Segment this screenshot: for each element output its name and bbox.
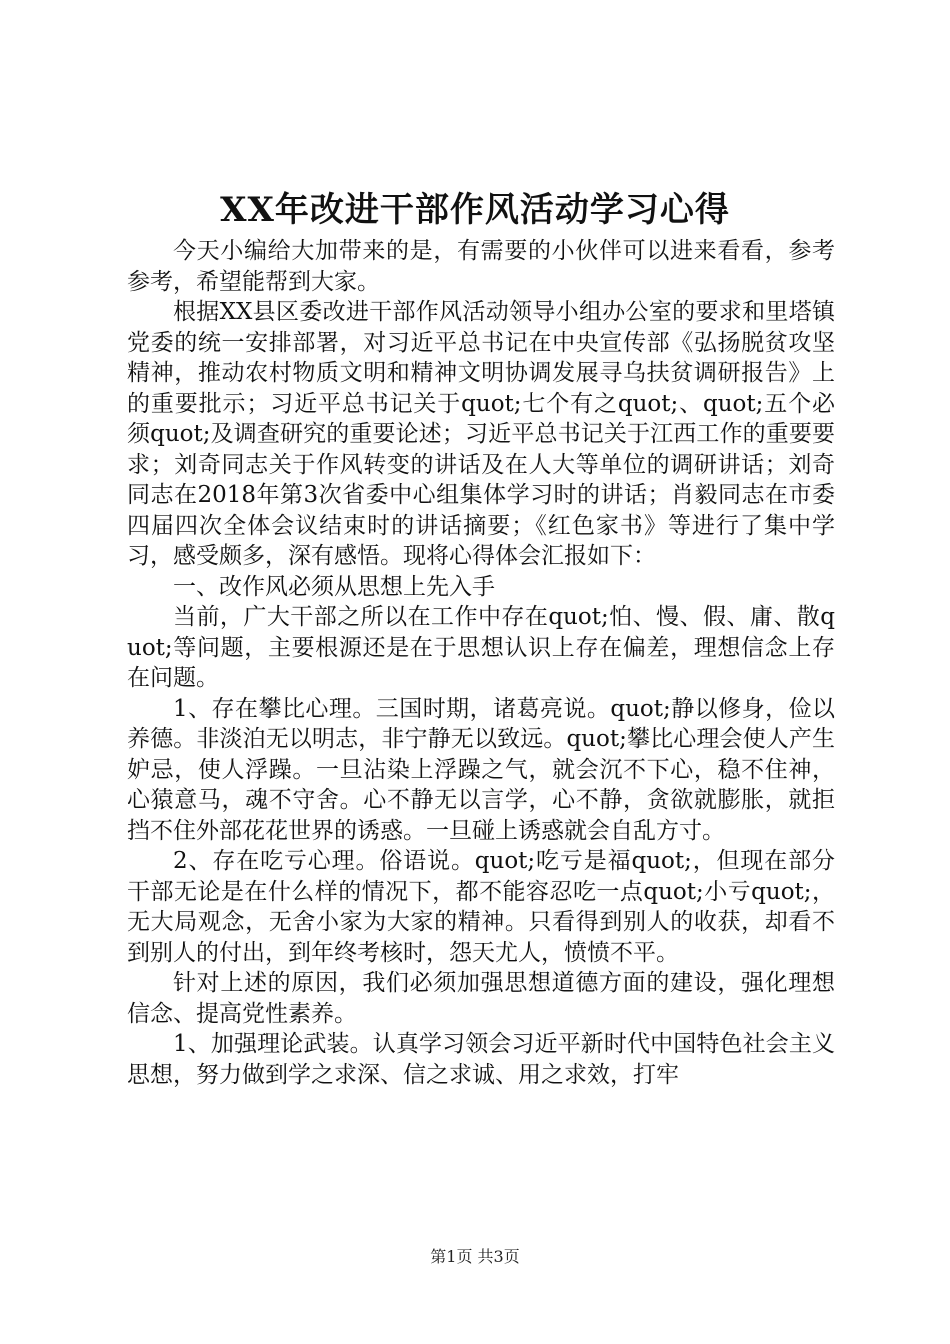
paragraph-item-2: 2、存在吃亏心理。俗语说。quot;吃亏是福quot;，但现在部分干部无论是在什么样的情况下，都不能容忍吃一点quot;小亏quot;，无大局观念，无舍小家为大家的精神。只看得到别人的收获，却看不到别人的付出，到年终考核时，怨天尤人，愤愤不平。 [127,848,836,966]
paragraph-item-1: 1、存在攀比心理。三国时期，诸葛亮说。quot;静以修身，俭以养德。非淡泊无以明志，非宁静无以致远。quot;攀比心理会使人产生妒忌，使人浮躁。一旦沾染上浮躁之气，就会沉不下心，稳不住神，心猿意马，魂不守舍。心不静无以言学，心不静，贪欲就膨胀，就拒挡不住外部花花世界的诱惑。一旦碰上诱惑就会自乱方寸。 [127,695,835,844]
paragraph-response: 针对上述的原因，我们必须加强思想道德方面的建设，强化理想信念、提高党性素养。 [127,970,835,1027]
section-heading-1: 一、改作风必须从思想上先入手 [173,573,495,600]
document-body [127,236,835,1090]
paragraph-background: 根据XX县区委改进干部作风活动领导小组办公室的要求和里塔镇党委的统一安排部署，对习近平总书记在中央宣传部《弘扬脱贫攻坚精神，推动农村物质文明和精神文明协调发展寻乌扶贫调研报告》上的重要批示；习近平总书记关于quot;七个有之quot;、quot;五个必须quot;及调查研究的重要论述；习近平总书记关于江西工作的重要要求；刘奇同志关于作风转变的讲话及在人大等单位的调研讲话；刘奇同志在2018年第3次省委中心组集体学习时的讲话；肖毅同志在市委四届四次全体会议结束时的讲话摘要；《红色家书》等进行了集中学习，感受颇多，深有感悟。现将心得体会汇报如下： [127,299,835,569]
paragraph-intro: 今天小编给大加带来的是，有需要的小伙伴可以进来看看，参考参考，希望能帮到大家。 [127,238,835,295]
page-footer: 第1页 共3页 [430,1247,520,1266]
page-title: XX年改进干部作风活动学习心得 [220,190,730,230]
paragraph-measure-1: 1、加强理论武装。认真学习领会习近平新时代中国特色社会主义思想，努力做到学之求深、信之求诚、用之求效，打牢 [127,1031,835,1088]
paragraph-current-issues: 当前，广大干部之所以在工作中存在quot;怕、慢、假、庸、散quot;等问题，主要根源还是在于思想认识上存在偏差，理想信念上存在问题。 [127,604,835,691]
